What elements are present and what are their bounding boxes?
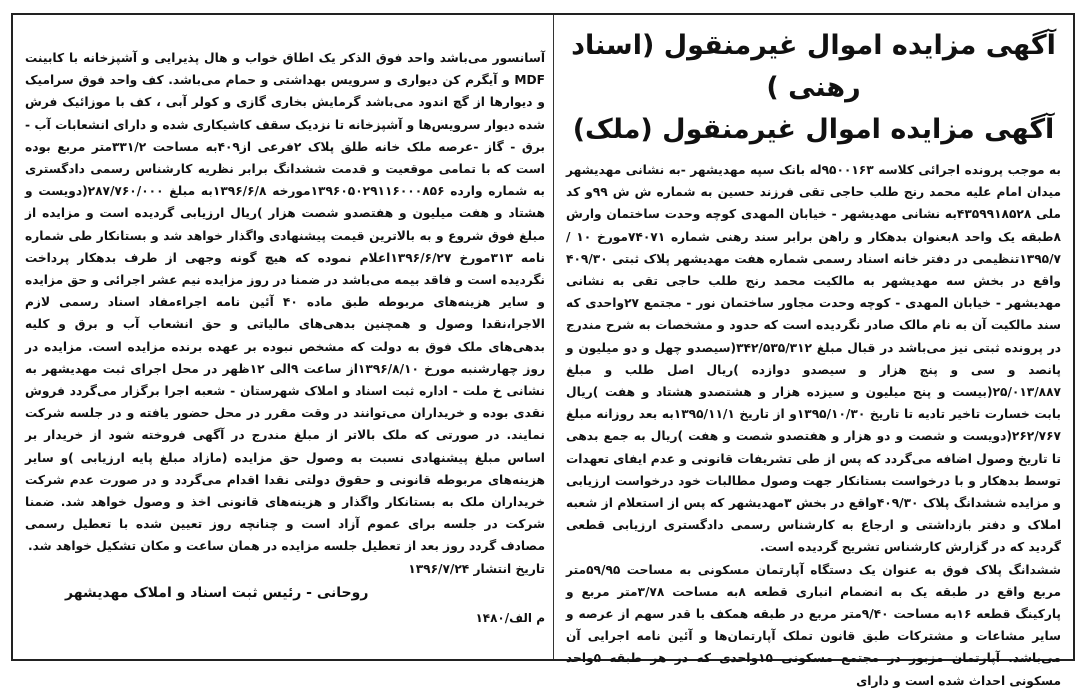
left-column bbox=[13, 15, 557, 659]
auction-terms-paragraph: آسانسور می‌باشد واحد فوق الذکر یک اطاق خواب و هال پذیرایی و آشپزخانه با کابینت MDF و آیگرم کن دیواری و سرویس بهداشتی و حمام می‌باشد. کف واحد فوق سرامیک و دیوارها از گچ اندود می‌باشد گرمایش بخاری گازی و کولر آبی ، کف با موزائیک فرش شده دیوار سرویس‌ها و آشپزخانه تا نزدیک سقف کاشیکاری شده و دارای انشعابات آب - برق - گاز -عرصه ملک خانه طلق پلاک ۲فرعی از۴۰۹به مساحت ۳۳۱/۲متر مربع بوده است که با تمامی موقعیت و قدمت ششدانگ برابر نظریه کارشناس رسمی دادگستری به شماره وارده ۱۳۹۶۰۵۰۲۹۱۱۶۰۰۰۸۵۶مورخه ۱۳۹۶/۶/۸به مبلغ ۲۸۷/۷۶۰/۰۰۰(دویست و هشتاد و هفت میلیون و هفتصدو شصت هزار )ریال ارزیابی گردیده است و مزایده از مبلغ فوق شروع و به بالاترین قیمت پیشنهادی واگذار خواهد شد و بستانکار طی شماره نامه ۳۱۳مورخ ۱۳۹۶/۶/۲۷اعلام نموده که هیچ گونه وجهی از طرف بدهکار پرداخت نگردیده است و فاقد بیمه می‌باشد در ضمنا در روز مزایده نیم عشر اجرائی و حق مزایده و سایر هزینه‌های مربوطه طبق ماده ۴۰ آئین نامه اجراءمفاد اسناد رسمی لازم الاجرا،نقدا وصول و همچنین بدهی‌های مالیاتی و حق انشعاب آب و برق و کلیه بدهی‌های ملک فوق به دولت که مشخص نبوده بر عهده برنده مزایده است. مزایده در روز چهارشنبه مورخ ۱۳۹۶/۸/۱۰از ساعت ۹الی ۱۲ظهر در محل اجرای ثبت مهدیشهر به نشانی خ ملت - اداره ثبت اسناد و املاک شهرستان - شعبه اجرا برگزار می‌گردد فروش نقدی بوده و خریداران می‌توانند در وقت مقرر در محل حضور یافته و در جلسه شرکت نمایند. در صورتی که ملک بالاتر از مبلغ مندرج در آگهی فروخته شود از خریدار بر اساس مبلغ پیشنهادی نسبت به وصول حق مزایده (مازاد مبلغ پایه ارزیابی )و سایر هزینه‌های مربوطه قانونی و حقوق دولتی نقدا اقدام می‌گردد و در صورت عدم شرکت خریداران ملک به بستانکار واگذار و هزینه‌های قانونی اخذ و وصول خواهد شد. ضمنا شرکت در جلسه برای عموم آزاد است و چنانچه روز تعیین شده با تعطیل رسمی مصادف گردد روز بعد از تعطیل جلسه مزایده در همان ساعت و مکان تشکیل خواهد شد. bbox=[25, 51, 546, 554]
case-details-paragraph: به موجب پرونده اجرائی کلاسه ۹۵۰۰۱۶۳له بانک سپه مهدیشهر -به نشانی مهدیشهر میدان امام علیه محمد رنج طلب حاجی تقی فرزند حسین به شماره ش ش ۹۹و کد ملی ۴۳۵۹۹۱۸۵۲۸به نشانی مهدیشهر - خیابان المهدی کوچه وحدت ساختمان وارش ۸طبقه یک واحد ۸بعنوان بدهکار و راهن برابر سند رهنی شماره ۷۴۰۷۱مورخ ۱۰ /۱۳۹۵/۷تنظیمی در دفتر خانه اسناد رسمی شماره هفت مهدیشهر پلاک ثبتی ۴۰۹/۳۰ واقع در بخش سه مهدیشهر به مالکیت محمد رنج طلب حاجی تقی به نشانی مهدیشهر - خیابان المهدی - کوچه وحدت مجاور ساختمان نور - مجتمع ۲۷واحدی که سند مالکیت آن به نام مالک صادر نگردیده است که حدود و مشخصات به شرح مندرج در پرونده ثبتی نیز می‌باشد در قبال مبلغ ۳۴۲/۵۳۵/۳۱۲(سیصدو چهل و دو میلیون و پانصد و سی و پنج هزار و سیصدو دوازده )ریال اصل طلب و مبلغ ۲۵/۰۱۳/۸۸۷(بیست و پنج میلیون و سیزده هزار و هشتصدو هشتاد و هفت )ریال بابت خسارت تاخیر تادیه تا تاریخ ۱۳۹۵/۱۰/۳۰و از تاریخ ۱۳۹۵/۱۱/۱به بعد روزانه مبلغ ۲۶۲/۷۶۷(دویست و شصت و دو هزار و هفتصدو شصت و هفت )ریال به جمع بدهی تا تاریخ وصول اضافه می‌گردد که پس از طی تشریفات قانونی و عدم ایفای تعهدات توسط بدهکار و با درخواست بستانکار جهت وصول مطالبات خود درخواست ارزیابی و مزایده ششدانگ پلاک ۴۰۹/۳۰واقع در بخش ۳مهدیشهر که پس از استعلام از شعبه املاک و دفتر بازداشتی و ارجاع به کارشناس رسمی دادگستری ارزیابی قطعی گردید که در گزارش کارشناس تشریح گردیده است. bbox=[566, 163, 1062, 555]
left-column-body bbox=[25, 47, 545, 630]
publish-date: تاریخ انتشار ۱۳۹۶/۷/۲۴ bbox=[408, 561, 545, 576]
notice-title-secondary: آگهی مزایده اموال غیرمنقول (ملک) bbox=[572, 114, 1055, 145]
right-column-body bbox=[566, 159, 1061, 692]
notice-frame bbox=[11, 13, 1075, 688]
signature-line: روحانی - رئیس ثبت اسناد و املاک مهدیشهر bbox=[65, 584, 369, 601]
right-column bbox=[553, 15, 1073, 688]
notice-title-primary: آگهی مزایده اموال غیرمنقول (اسناد رهنی ) bbox=[571, 30, 1056, 103]
reference-number: م الف/۱۴۸۰ bbox=[475, 610, 545, 625]
property-description-paragraph: ششدانگ پلاک فوق به عنوان یک دستگاه آپارتمان مسکونی به مساحت ۵۹/۹۵متر مربع واقع در طبقه یک به انضمام انباری قطعه ۸به مساحت ۳/۷۸متر مربع و پارکینگ قطعه ۱۶به مساحت ۹/۴۰متر مربع در طبقه همکف با قدر سهم از عرصه و سایر مشاعات و مشترکات طبق قانون تملک آپارتمان‌ها و آئین نامه اجرایی آن می‌باشد. آپارتمان مزبور در مجتمع مسکونی ۱۵واحدی که در هر طبقه ۵واحد مسکونی احداث شده است و دارای bbox=[566, 562, 1062, 688]
